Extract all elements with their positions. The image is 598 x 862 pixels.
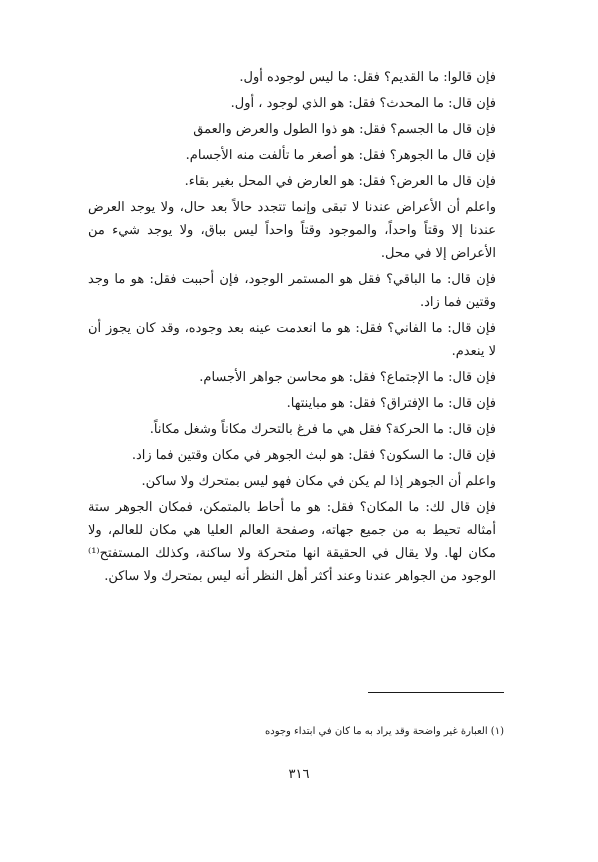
paragraph: فإن قال ما العرض؟ فقل: هو العارض في المحل بغير بقاء. xyxy=(184,174,496,189)
paragraph: واعلم أن الأعراض عندنا لا تبقى وإنما تتجدد حالاً بعد حال، ولا يوجد العرض عندنا إلا وقتاً واحداً، والموجود وقتاً واحداً ليس بباق، ولا يوجد شيء من الأعراض إلا في محل. xyxy=(88,200,496,261)
paragraph: فإن قال لك: ما المكان؟ فقل: هو ما أحاط بالمتمكن، فمكان الجوهر ستة أمثاله تحيط به من جميع جهاته، وصفحة العالم العليا هي مكان للعالم، ولا مكان لها. ولا يقال في الحقيقة انها متحركة ولا ساكنة، وكذلك المستفتح⁽¹⁾ الوجود من الجواهر عندنا وعند أكثر أهل النظر أنه ليس بمتحرك ولا ساكن. xyxy=(88,500,496,584)
paragraph: فإن قال: ما الإجتماع؟ فقل: هو محاسن جواهر الأجسام. xyxy=(199,370,496,385)
main-text xyxy=(88,66,524,591)
footnote: (١) العبارة غير واضحة وقد يراد به ما كان في ابتداء وجوده xyxy=(265,726,504,737)
paragraph: فإن قال: ما الباقي؟ فقل هو المستمر الوجود، فإن أحببت فقل: هو ما وجد وقتين فما زاد. xyxy=(88,272,496,310)
paragraph: فإن قالوا: ما القديم؟ فقل: ما ليس لوجوده أول. xyxy=(239,70,496,85)
paragraph: واعلم أن الجوهر إذا لم يكن في مكان فهو ليس بمتحرك ولا ساكن. xyxy=(141,474,496,489)
footnote-divider xyxy=(368,692,504,693)
paragraph: فإن قال: ما المحدث؟ فقل: هو الذي لوجود ، أول. xyxy=(230,96,496,111)
paragraph: فإن قال ما الجوهر؟ فقل: هو أصغر ما تألفت منه الأجسام. xyxy=(185,148,496,163)
paragraph: فإن قال: ما الفاني؟ فقل: هو ما انعدمت عينه بعد وجوده، وقد كان يجوز أن لا ينعدم. xyxy=(88,321,496,359)
paragraph: فإن قال: ما الحركة؟ فقل هي ما فرغ بالتحرك مكاناً وشغل مكاناً. xyxy=(149,422,496,437)
page-number: ٣١٦ xyxy=(288,767,310,782)
paragraph: فإن قال: ما السكون؟ فقل: هو لبث الجوهر في مكان وقتين فما زاد. xyxy=(131,448,496,463)
paragraph: فإن قال ما الجسم؟ فقل: هو ذوا الطول والعرض والعمق xyxy=(193,122,496,137)
paragraph: فإن قال: ما الإفتراق؟ فقل: هو مباينتها. xyxy=(286,396,496,411)
